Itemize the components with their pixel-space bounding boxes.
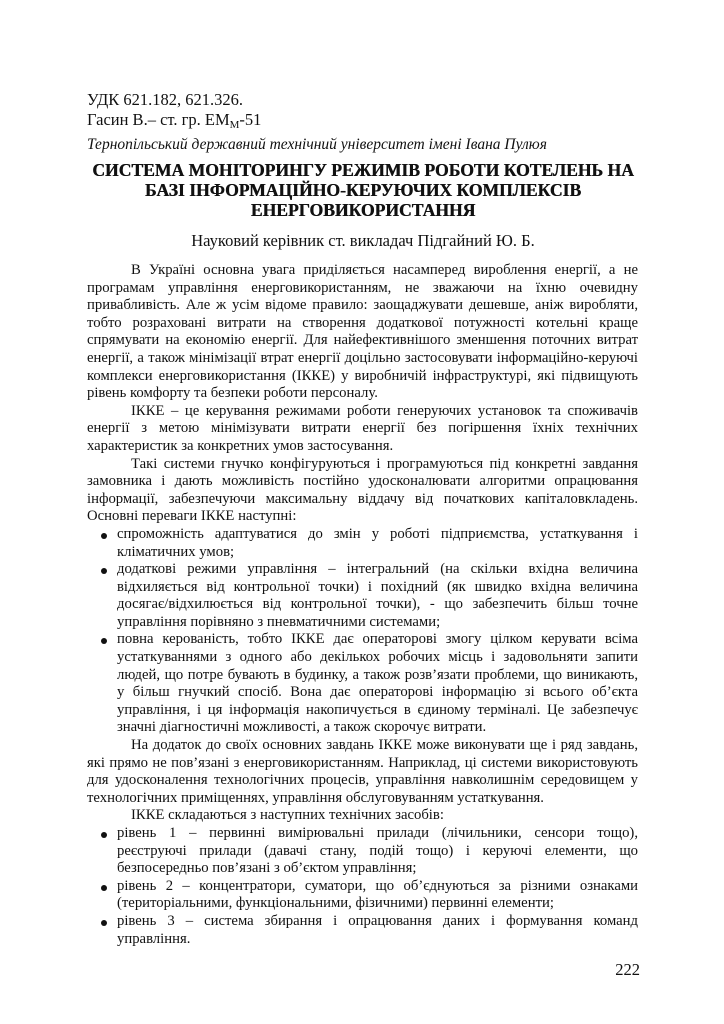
levels-list <box>87 825 638 948</box>
university-affiliation: Тернопільський державний технічний університет імені Івана Пулюя <box>87 136 547 153</box>
bullet-icon <box>101 533 107 539</box>
list-item <box>117 561 638 631</box>
paragraph-2: ІККЕ – це керування режимами роботи генеруючих установок та споживачів енергії з метою мінімізувати витрати енергії без погіршення їхніх технічних характеристик за конкретних умов застосування. <box>87 402 638 454</box>
author-group-suffix: -51 <box>239 110 262 129</box>
bullet-icon <box>101 638 107 644</box>
bullet-icon <box>101 885 107 891</box>
author-group-subscript: М <box>229 119 240 131</box>
article-title <box>80 160 646 220</box>
author-line <box>87 110 647 135</box>
title-line-3: ЕНЕРГОВИКОРИСТАННЯ <box>250 200 476 220</box>
article-body <box>87 262 638 948</box>
list-item-text: спроможність адаптуватися до змін у роботі підприємства, устаткування і кліматичних умов; <box>117 525 638 560</box>
title-line-2: БАЗІ ІНФОРМАЦІЙНО-КЕРУЮЧИХ КОМПЛЕКСІВ <box>144 180 582 200</box>
paragraph-3: Такі системи гнучко конфігуруються і програмуються під конкретні завдання замовника і дають можливість постійно удосконалювати алгоритми опрацювання інформації, забезпечуючи максимальну віддачу від початкових капіталовкладень. Основні переваги ІККЕ наступні: <box>87 455 638 525</box>
list-item <box>117 631 638 737</box>
list-item-text: повна керованість, тобто ІККЕ дає операторові змогу цілком керувати всіма устаткуваннями з одного або декількох робочих місць і задовольняти запити людей, що потре бувають в будинку, а також розв’язати проблеми, що виникають, у більш гнучкий спосіб. Вона дає операторові інформацію зі всього об’єкта управління, і ця інформація накопичується в єдиному терміналі. Це забезпечує значні діагностичні можливості, а також скорочує витрати. <box>117 631 638 736</box>
advantages-list <box>87 526 638 737</box>
article-meta <box>87 90 647 155</box>
title-line-1: СИСТЕМА МОНІТОРИНГУ РЕЖИМІВ РОБОТИ КОТЕЛЕНЬ НА <box>92 160 634 180</box>
list-item <box>117 913 638 948</box>
udc-code: УДК 621.182, 621.326. <box>87 90 244 109</box>
list-item <box>117 526 638 561</box>
paragraph-5: ІККЕ складаються з наступних технічних засобів: <box>131 807 444 824</box>
list-item-text: рівень 1 – первинні вимірювальні прилади (лічильники, сенсори тощо), реєструючі прилади (давачі стану, подій тощо) і керуючі елементи, що безпосередньо пов’язані з об’єктом управління; <box>117 825 638 877</box>
list-item-text: рівень 3 – система збирання і опрацювання даних і формування команд управління. <box>117 912 638 947</box>
bullet-icon <box>101 832 107 838</box>
list-item-text: додаткові режими управління – інтегральний (на скільки вхідна величина відхиляється від контрольної точки) і похідний (як швидко вхідна величина досягає/відхилюється від контрольної точки), - що забезпечить більш точне управління порівняно з пневматичними системами; <box>117 561 638 630</box>
bullet-icon <box>101 920 107 926</box>
paragraph-4: На додаток до своїх основних завдань ІККЕ може виконувати ще і ряд завдань, які прямо не пов’язані з енерговикористанням. Наприклад, ці системи використовують для удосконалення технологічних процесів, управління навколишнім середовищем у технологічних приміщеннях, управління обслуговуванням устаткування. <box>87 737 638 806</box>
paragraph-1: В Україні основна увага приділяється насамперед вироблення енергії, а не програмам управління енерговикористанням, не зважаючи на їхню очевидну привабливість. Але ж усім відоме правило: заощаджувати дешевше, аніж виробляти, тобто розраховані витрати на створення додаткової потужності котельні краще спрямувати на економію енергії. Для найефективнішого зменшення поточних витрат енергії, а також мінімізації втрат енергії доцільно застосовувати інформаційно-керуючі комплекси енерговикористання (ІККЕ) у виробничій інфраструктурі, які підвищують рівень комфорту та безпеки роботи персоналу. <box>87 262 638 402</box>
author-name: Гасин В.– ст. гр. ЕМ <box>87 110 230 129</box>
list-item-text: рівень 2 – концентратори, суматори, що об’єднуються за різними ознаками (територіальними, функціональними, фізичними) первинні елементи; <box>117 877 638 912</box>
bullet-icon <box>101 568 107 574</box>
list-item <box>117 878 638 913</box>
scientific-supervisor: Науковий керівник ст. викладач Підгайний Ю. Б. <box>191 231 535 250</box>
page-number: 222 <box>615 960 640 979</box>
list-item <box>117 825 638 878</box>
